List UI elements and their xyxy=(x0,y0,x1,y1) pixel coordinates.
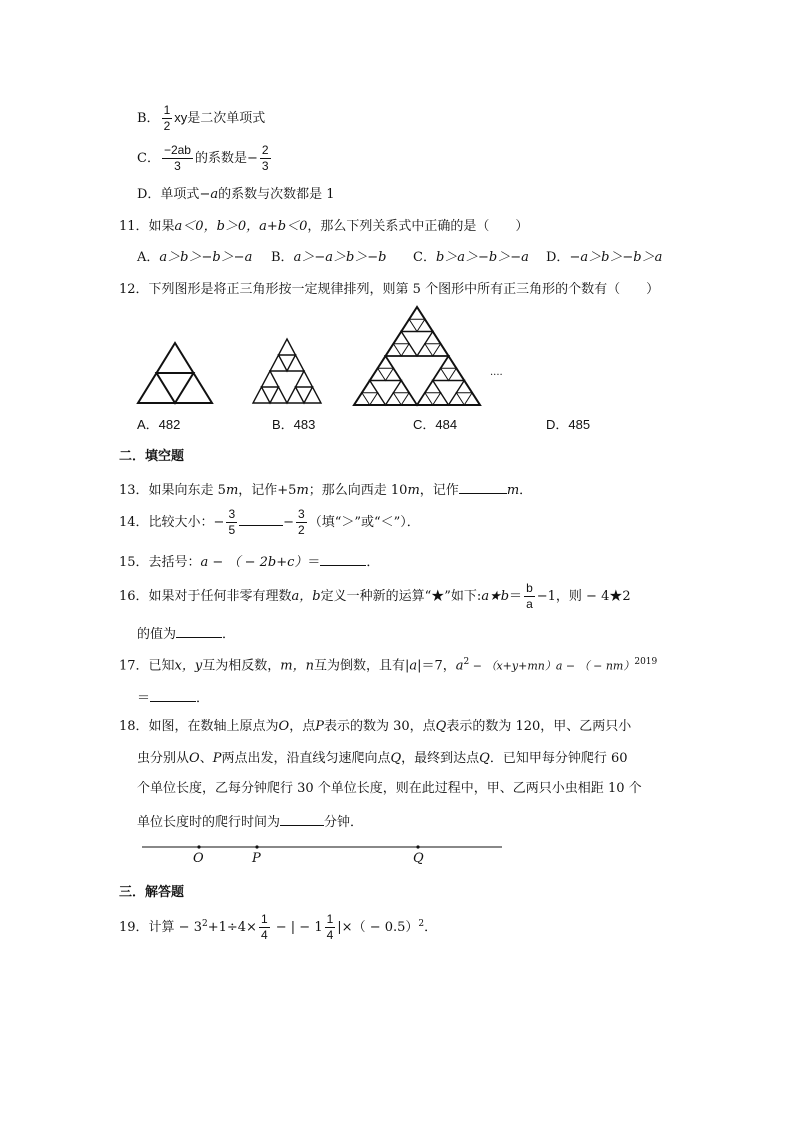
q16-mid: 定义一种新的运算“★”如下: xyxy=(320,589,482,605)
q17-line2-end: ． xyxy=(196,691,210,706)
q11-b-letter: B． xyxy=(271,250,294,265)
q17-expr: − （x+y+mn）a − （ − nm） xyxy=(469,659,635,673)
q11-c-letter: C． xyxy=(413,250,436,265)
fraction-numerator: b xyxy=(524,582,535,597)
triangle-figure-1 xyxy=(136,340,214,406)
q17-v2: m，n xyxy=(280,658,314,674)
q18-line-4 xyxy=(137,813,363,829)
q17-line-2 xyxy=(137,689,209,705)
q19-mid: +1÷4× xyxy=(207,920,257,936)
q16-line-2 xyxy=(137,625,235,641)
q18-point-o: O xyxy=(278,719,290,734)
fraction-numerator: 3 xyxy=(226,508,237,523)
point-q-dot xyxy=(416,845,419,848)
triangle-shape xyxy=(425,393,441,405)
q17-v4: a xyxy=(455,658,464,674)
q17-line-1 xyxy=(119,658,657,672)
q10-c-fraction-2 xyxy=(260,144,271,173)
q10-b-fraction xyxy=(162,104,173,133)
q11-option-b xyxy=(271,251,387,264)
q10-c-sign: − xyxy=(247,151,258,167)
q17-exponent-2: 2019 xyxy=(634,657,658,667)
q16-post: ，则 − 4★2 xyxy=(555,589,631,605)
q15-end: ． xyxy=(366,555,380,570)
q13-mid-1: ，记作+5 xyxy=(238,483,297,498)
q12-stem: 12．下列图形是将正三角形按一定规律排列，则第 5 个图形中所有正三角形的个数有（ ） xyxy=(119,282,660,297)
triangle-shape xyxy=(362,393,378,405)
q11-d-text: −a＞b＞−b＞a xyxy=(569,250,663,265)
fraction-denominator: a xyxy=(526,597,533,612)
q18-line-2 xyxy=(137,752,628,765)
q18-l1a: 18．如图，在数轴上原点为 xyxy=(119,719,279,734)
q15-answer-blank[interactable] xyxy=(320,553,366,566)
q13-unit-1: m xyxy=(225,483,239,498)
q14-post: （填“＞”或“＜”）． xyxy=(308,515,420,531)
fraction-numerator: 3 xyxy=(296,508,307,523)
q17-exponent-1: 2 xyxy=(463,657,470,667)
q18-l2-q2: Q xyxy=(479,751,490,766)
q10-c-fraction-1 xyxy=(162,144,193,173)
q12-option-d: D．485 xyxy=(546,417,591,432)
q17-answer-blank[interactable] xyxy=(150,689,196,702)
q18-l1c: 表示的数为 30，点 xyxy=(323,719,436,734)
q10-c-letter: C． xyxy=(137,151,160,167)
q15-pre: 15．去括号： xyxy=(119,555,201,570)
q13 xyxy=(119,481,532,497)
fraction-denominator: 3 xyxy=(261,159,269,174)
q13-unit-4: m xyxy=(506,483,520,498)
fraction-denominator: 2 xyxy=(298,523,305,538)
q17-v3: a xyxy=(409,658,418,674)
q18-l4b: 分钟． xyxy=(324,815,364,830)
q17-t1: 互为相反数， xyxy=(202,658,281,674)
q19-mid3: |×（ − 0.5） xyxy=(337,920,419,936)
q11-stem-pre: 11．如果 xyxy=(119,219,175,234)
fraction-numerator: 1 xyxy=(162,104,173,119)
q18-answer-blank[interactable] xyxy=(280,813,324,826)
q11-a-text: a＞b＞−b＞−a xyxy=(159,250,253,265)
triangle-shape xyxy=(393,344,409,356)
q18-l2d: ，最终到达点 xyxy=(401,751,480,766)
q12-option-a: A．482 xyxy=(137,417,181,432)
q14-sign: − xyxy=(283,515,295,531)
triangle-shape xyxy=(378,368,394,380)
q18-l2c: 两点出发，沿直线匀速爬向点 xyxy=(221,751,391,766)
q15 xyxy=(119,553,379,569)
q15-expr: a − （ − 2b+c） xyxy=(200,555,308,570)
q12-option-b: B．483 xyxy=(272,417,316,432)
q17-t2: 互为倒数，且有| xyxy=(313,658,410,674)
section-heading-solve: 三．解答题 xyxy=(119,885,185,900)
q16-answer-blank[interactable] xyxy=(176,625,222,638)
q11-d-letter: D． xyxy=(546,250,570,265)
fraction-denominator: 4 xyxy=(260,928,268,943)
q14-fraction-2 xyxy=(296,508,307,537)
q17-pre: 17．已知 xyxy=(119,658,175,674)
fraction-denominator: 5 xyxy=(228,523,236,538)
q18-l2-q: Q xyxy=(390,751,402,766)
q16-fraction xyxy=(524,582,535,611)
q16-minus-one: −1 xyxy=(536,589,556,605)
q14-pre: 14．比较大小：− xyxy=(119,515,225,531)
q11-a-letter: A． xyxy=(137,250,160,265)
q10-option-b xyxy=(137,104,265,133)
q10-b-text: xy是二次单项式 xyxy=(174,110,266,126)
q16-vars: a，b xyxy=(291,589,321,605)
figure-ellipsis: .... xyxy=(490,367,503,378)
triangle-figure-2 xyxy=(251,337,323,406)
q14-fraction-1 xyxy=(226,508,237,537)
q18-l2-p: P xyxy=(212,751,222,766)
q16-pre: 16．如果对于任何非零有理数 xyxy=(119,589,292,605)
number-line-label-o: O xyxy=(193,851,204,866)
q12-option-c: C．484 xyxy=(413,417,458,432)
q13-end: ． xyxy=(519,483,533,498)
q11-stem-post: ，那么下列关系式中正确的是（ ） xyxy=(307,219,529,234)
fraction-denominator: 3 xyxy=(174,159,181,174)
section-heading-fill-in: 二．填空题 xyxy=(119,449,185,464)
q14-answer-blank[interactable] xyxy=(239,513,283,526)
q19-end: ． xyxy=(424,920,438,936)
fraction-numerator: 1 xyxy=(325,913,336,928)
q11-option-c xyxy=(413,251,529,264)
q16-eq: ＝ xyxy=(509,589,523,605)
q19-fraction-2 xyxy=(325,913,336,942)
q10-c-mid: 的系数是 xyxy=(194,151,247,167)
triangle-shape xyxy=(425,344,441,356)
q13-mid-3: ，记作 xyxy=(419,483,459,498)
fraction-denominator: 2 xyxy=(163,119,171,134)
q18-l4a: 单位长度时的爬行时间为 xyxy=(137,815,281,830)
q16-op: a★b xyxy=(481,589,510,605)
q10-d-text-a: D．单项式 xyxy=(137,187,200,202)
q18-line-3: 个单位长度，乙每分钟爬行 30 个单位长度，则在此过程中，甲、乙两只小虫相距 10 个 xyxy=(137,781,642,796)
fraction-numerator: 2 xyxy=(260,144,271,159)
q19-fraction-1 xyxy=(259,913,270,942)
point-o-dot xyxy=(197,845,200,848)
fraction-numerator: 1 xyxy=(259,913,270,928)
q11-c-text: b＞a＞−b＞−a xyxy=(435,250,529,265)
q18-l1d: 表示的数为 120，甲、乙两只小 xyxy=(446,719,632,734)
q16-line2-end: ． xyxy=(222,627,236,642)
q13-unit-2: m xyxy=(296,483,309,498)
fraction-numerator: −2ab xyxy=(162,144,193,159)
q11-stem xyxy=(119,220,528,233)
q11-option-a xyxy=(137,251,252,264)
q13-answer-blank[interactable] xyxy=(459,481,507,494)
point-p-dot xyxy=(255,845,258,848)
q19-pre: 19．计算 − 3 xyxy=(119,920,202,936)
q18-l2e: ．已知甲每分钟爬行 60 xyxy=(489,751,628,766)
q18-l1b: ，点 xyxy=(289,719,316,734)
q14 xyxy=(119,508,420,537)
q19-exponent-2: 2 xyxy=(418,918,425,929)
q11-option-d xyxy=(546,251,662,264)
q18-point-q: Q xyxy=(435,719,447,734)
q16-line-1 xyxy=(119,582,631,611)
q18-point-p: P xyxy=(315,719,324,734)
number-line-label-q: Q xyxy=(413,851,424,866)
q10-option-c xyxy=(137,144,273,173)
q10-d-text-b: 的系数与次数都是 1 xyxy=(218,187,335,202)
q11-b-text: a＞−a＞b＞−b xyxy=(293,250,387,265)
fraction-denominator: 4 xyxy=(326,928,334,943)
number-line-label-p: P xyxy=(252,851,261,866)
q10-d-var: −a xyxy=(199,187,219,202)
q16-line2-pre: 的值为 xyxy=(137,627,177,642)
q13-mid-2: ；那么向西走 10 xyxy=(308,483,408,498)
q15-eq: ＝ xyxy=(307,555,321,570)
q17-v1: x，y xyxy=(174,658,203,674)
triangle-figure-3 xyxy=(352,305,482,407)
q19-mid2: − | − 1 xyxy=(271,920,323,936)
q18-l2a: 虫分别从 xyxy=(137,751,190,766)
q13-unit-3: m xyxy=(407,483,420,498)
triangle-shape xyxy=(441,368,457,380)
q10-option-d xyxy=(137,188,335,201)
q10-b-letter: B． xyxy=(137,111,160,127)
q19-exponent-1: 2 xyxy=(201,918,208,929)
q18-l2b: 、 xyxy=(199,751,213,766)
triangle-shape xyxy=(393,393,409,405)
q13-pre: 13．如果向东走 5 xyxy=(119,483,226,498)
q19 xyxy=(119,913,437,942)
triangle-shape xyxy=(409,319,425,331)
q18-l2-o: O xyxy=(189,751,200,766)
q17-t3: |＝7， xyxy=(417,658,456,674)
q18-line-1 xyxy=(119,720,631,733)
q17-line2-eq: ＝ xyxy=(137,691,151,706)
triangle-shape xyxy=(456,393,472,405)
q11-stem-math: a＜0，b＞0，a+b＜0 xyxy=(174,219,308,234)
